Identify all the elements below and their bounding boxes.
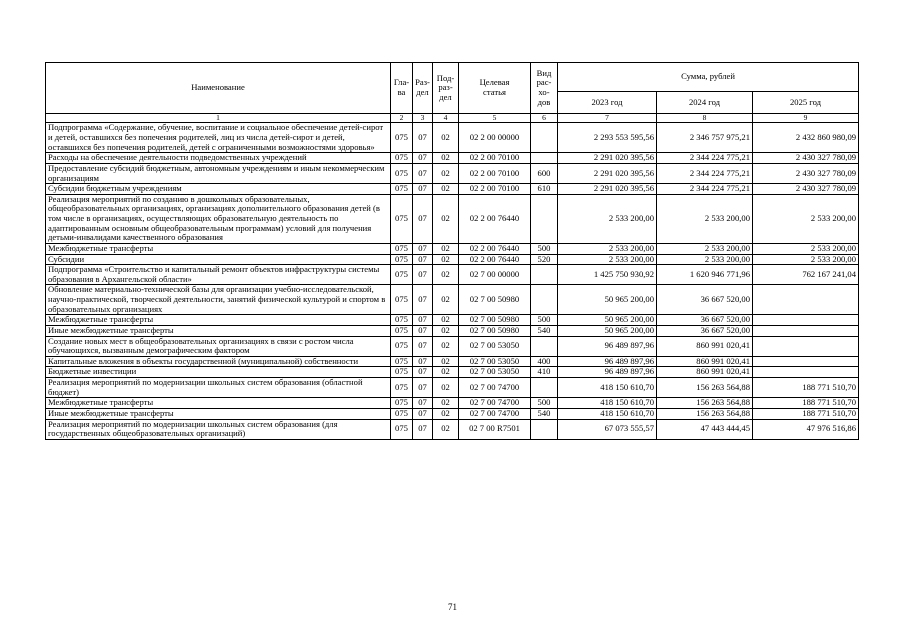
row-glava: 075	[391, 194, 413, 243]
header-year-2025: 2025 год	[753, 92, 859, 114]
row-sum-2023: 418 150 610,70	[558, 378, 657, 398]
row-sum-2024: 2 344 224 775,21	[657, 153, 753, 164]
row-glava: 075	[391, 408, 413, 419]
col-number: 5	[459, 114, 531, 123]
row-name: Предоставление субсидий бюджетным, автономным учреждениям и иным некоммерческим организациям	[46, 163, 391, 183]
row-sum-2023: 50 965 200,00	[558, 315, 657, 326]
row-sum-2023: 2 533 200,00	[558, 254, 657, 265]
row-name: Капитальные вложения в объекты государственной (муниципальной) собственности	[46, 356, 391, 367]
row-name: Подпрограмма «Содержание, обучение, воспитание и социальное обеспечение детей-сирот и детей, оставшихся без попечения родителей, лиц из числа детей-сирот и детей, оставшихся без попечения родителей, детей с ограниченными возможностями здоровья»	[46, 123, 391, 153]
table-body	[46, 123, 859, 439]
row-sum-2025: 2 533 200,00	[753, 194, 859, 243]
row-name: Расходы на обеспечение деятельности подведомственных учреждений	[46, 153, 391, 164]
row-target: 02 7 00 00000	[459, 265, 531, 285]
row-target: 02 7 00 53050	[459, 356, 531, 367]
row-razdel: 07	[413, 325, 433, 336]
row-sum-2025: 188 771 510,70	[753, 398, 859, 409]
row-sum-2023: 1 425 750 930,92	[558, 265, 657, 285]
row-vid: 520	[531, 254, 558, 265]
row-razdel: 07	[413, 315, 433, 326]
row-target: 02 7 00 74700	[459, 378, 531, 398]
row-podrazdel: 02	[433, 315, 459, 326]
row-sum-2025: 47 976 516,86	[753, 419, 859, 439]
row-sum-2025	[753, 336, 859, 356]
page-number: 71	[448, 602, 457, 612]
row-target: 02 7 00 50980	[459, 325, 531, 336]
row-podrazdel: 02	[433, 254, 459, 265]
col-number: 2	[391, 114, 413, 123]
row-target: 02 2 00 70100	[459, 153, 531, 164]
row-vid: 400	[531, 356, 558, 367]
row-podrazdel: 02	[433, 367, 459, 378]
row-target: 02 7 00 R7501	[459, 419, 531, 439]
row-sum-2023: 2 533 200,00	[558, 194, 657, 243]
header-razdel: Раз- дел	[413, 63, 433, 114]
row-razdel: 07	[413, 367, 433, 378]
row-vid: 600	[531, 163, 558, 183]
row-podrazdel: 02	[433, 356, 459, 367]
row-sum-2024: 156 263 564,88	[657, 398, 753, 409]
row-podrazdel: 02	[433, 325, 459, 336]
row-sum-2025	[753, 325, 859, 336]
row-vid	[531, 265, 558, 285]
col-number: 9	[753, 114, 859, 123]
row-vid: 500	[531, 243, 558, 254]
row-razdel: 07	[413, 356, 433, 367]
table-row	[46, 356, 859, 367]
row-vid: 540	[531, 408, 558, 419]
row-glava: 075	[391, 378, 413, 398]
row-sum-2024: 2 533 200,00	[657, 243, 753, 254]
row-glava: 075	[391, 398, 413, 409]
row-vid: 500	[531, 398, 558, 409]
col-number: 1	[46, 114, 391, 123]
row-razdel: 07	[413, 194, 433, 243]
row-sum-2024: 2 346 757 975,21	[657, 123, 753, 153]
header-podrazdel: Под- раз- дел	[433, 63, 459, 114]
row-name: Межбюджетные трансферты	[46, 315, 391, 326]
row-vid	[531, 285, 558, 315]
row-name: Создание новых мест в общеобразовательных организациях в связи с ростом числа обучающихся, вызванным демографическим фактором	[46, 336, 391, 356]
header-target: Целевая статья	[459, 63, 531, 114]
row-sum-2023: 2 291 020 395,56	[558, 153, 657, 164]
row-target: 02 7 00 53050	[459, 367, 531, 378]
row-vid: 610	[531, 184, 558, 195]
row-sum-2025: 2 533 200,00	[753, 254, 859, 265]
table-row	[46, 153, 859, 164]
row-glava: 075	[391, 254, 413, 265]
row-sum-2024: 36 667 520,00	[657, 285, 753, 315]
row-podrazdel: 02	[433, 336, 459, 356]
row-glava: 075	[391, 243, 413, 254]
row-sum-2023: 96 489 897,96	[558, 356, 657, 367]
row-sum-2023: 2 293 553 595,56	[558, 123, 657, 153]
row-razdel: 07	[413, 336, 433, 356]
row-sum-2024: 156 263 564,88	[657, 408, 753, 419]
row-podrazdel: 02	[433, 265, 459, 285]
row-razdel: 07	[413, 419, 433, 439]
row-sum-2025	[753, 367, 859, 378]
table-row	[46, 254, 859, 265]
header-sum: Сумма, рублей	[558, 63, 859, 92]
table-row	[46, 184, 859, 195]
row-podrazdel: 02	[433, 123, 459, 153]
row-vid	[531, 378, 558, 398]
row-glava: 075	[391, 265, 413, 285]
row-name: Бюджетные инвестиции	[46, 367, 391, 378]
row-vid	[531, 419, 558, 439]
row-podrazdel: 02	[433, 184, 459, 195]
row-target: 02 2 00 76440	[459, 243, 531, 254]
row-razdel: 07	[413, 398, 433, 409]
header-name: Наименование	[46, 63, 391, 114]
header-glava: Гла- ва	[391, 63, 413, 114]
row-glava: 075	[391, 336, 413, 356]
row-sum-2025: 2 430 327 780,09	[753, 153, 859, 164]
row-target: 02 7 00 74700	[459, 408, 531, 419]
row-sum-2024: 2 344 224 775,21	[657, 184, 753, 195]
row-name: Иные межбюджетные трансферты	[46, 325, 391, 336]
header-year-2024: 2024 год	[657, 92, 753, 114]
row-sum-2025: 762 167 241,04	[753, 265, 859, 285]
row-sum-2023: 96 489 897,96	[558, 336, 657, 356]
row-glava: 075	[391, 315, 413, 326]
table-row	[46, 408, 859, 419]
table-row	[46, 336, 859, 356]
table-row	[46, 194, 859, 243]
row-name: Межбюджетные трансферты	[46, 243, 391, 254]
row-name: Реализация мероприятий по модернизации школьных систем образования (областной бюджет)	[46, 378, 391, 398]
row-sum-2024: 860 991 020,41	[657, 356, 753, 367]
row-sum-2023: 2 291 020 395,56	[558, 163, 657, 183]
row-glava: 075	[391, 419, 413, 439]
row-podrazdel: 02	[433, 378, 459, 398]
row-target: 02 2 00 70100	[459, 184, 531, 195]
row-glava: 075	[391, 184, 413, 195]
row-glava: 075	[391, 356, 413, 367]
col-number: 4	[433, 114, 459, 123]
row-sum-2023: 418 150 610,70	[558, 398, 657, 409]
row-glava: 075	[391, 367, 413, 378]
row-vid: 540	[531, 325, 558, 336]
header-vid: Вид рас- хо- дов	[531, 63, 558, 114]
table-row	[46, 325, 859, 336]
row-name: Обновление материально-технической базы для организации учебно-исследовательской, научно-практической, творческой деятельности, занятий физической культурой и спортом в образовательных организациях	[46, 285, 391, 315]
row-razdel: 07	[413, 254, 433, 265]
row-podrazdel: 02	[433, 163, 459, 183]
col-number: 8	[657, 114, 753, 123]
row-sum-2023: 50 965 200,00	[558, 285, 657, 315]
row-target: 02 2 00 70100	[459, 163, 531, 183]
table-row	[46, 285, 859, 315]
row-sum-2025	[753, 315, 859, 326]
row-target: 02 2 00 76440	[459, 194, 531, 243]
row-target: 02 2 00 00000	[459, 123, 531, 153]
row-sum-2025: 2 430 327 780,09	[753, 163, 859, 183]
row-sum-2023: 96 489 897,96	[558, 367, 657, 378]
row-sum-2024: 156 263 564,88	[657, 378, 753, 398]
row-sum-2024: 2 533 200,00	[657, 194, 753, 243]
row-podrazdel: 02	[433, 408, 459, 419]
row-sum-2024: 36 667 520,00	[657, 315, 753, 326]
row-podrazdel: 02	[433, 285, 459, 315]
col-number: 7	[558, 114, 657, 123]
row-sum-2023: 2 291 020 395,56	[558, 184, 657, 195]
row-sum-2025: 188 771 510,70	[753, 378, 859, 398]
col-number: 6	[531, 114, 558, 123]
row-sum-2024: 36 667 520,00	[657, 325, 753, 336]
table-row	[46, 367, 859, 378]
row-name: Субсидии бюджетным учреждениям	[46, 184, 391, 195]
table-header	[46, 63, 859, 123]
row-sum-2023: 67 073 555,57	[558, 419, 657, 439]
row-vid	[531, 194, 558, 243]
row-sum-2023: 2 533 200,00	[558, 243, 657, 254]
row-razdel: 07	[413, 123, 433, 153]
row-name: Межбюджетные трансферты	[46, 398, 391, 409]
row-razdel: 07	[413, 378, 433, 398]
row-target: 02 7 00 50980	[459, 285, 531, 315]
row-name: Подпрограмма «Строительство и капитальный ремонт объектов инфраструктуры системы образования в Архангельской области»	[46, 265, 391, 285]
row-vid	[531, 153, 558, 164]
row-podrazdel: 02	[433, 398, 459, 409]
row-target: 02 2 00 76440	[459, 254, 531, 265]
row-sum-2025: 2 432 860 980,09	[753, 123, 859, 153]
row-podrazdel: 02	[433, 419, 459, 439]
row-sum-2024: 47 443 444,45	[657, 419, 753, 439]
table-row	[46, 398, 859, 409]
row-sum-2024: 1 620 946 771,96	[657, 265, 753, 285]
row-podrazdel: 02	[433, 194, 459, 243]
row-sum-2024: 860 991 020,41	[657, 336, 753, 356]
row-glava: 075	[391, 285, 413, 315]
row-target: 02 7 00 74700	[459, 398, 531, 409]
table-row	[46, 378, 859, 398]
table-row	[46, 163, 859, 183]
row-sum-2025: 188 771 510,70	[753, 408, 859, 419]
header-year-2023: 2023 год	[558, 92, 657, 114]
col-number: 3	[413, 114, 433, 123]
table-row	[46, 419, 859, 439]
column-number-row	[46, 114, 859, 123]
row-vid: 410	[531, 367, 558, 378]
row-razdel: 07	[413, 285, 433, 315]
row-target: 02 7 00 50980	[459, 315, 531, 326]
row-sum-2024: 2 344 224 775,21	[657, 163, 753, 183]
row-name: Реализация мероприятий по созданию в дошкольных образовательных, общеобразовательных организациях, организациях дополнительного образования детей (в том числе в организациях, осуществляющих образовательную деятельность по адаптированным основным общеобразовательным программам) условий для получения детьми-инвалидами качественного образования	[46, 194, 391, 243]
row-sum-2023: 50 965 200,00	[558, 325, 657, 336]
row-razdel: 07	[413, 243, 433, 254]
row-glava: 075	[391, 163, 413, 183]
row-vid	[531, 336, 558, 356]
row-sum-2025	[753, 356, 859, 367]
row-razdel: 07	[413, 153, 433, 164]
row-razdel: 07	[413, 184, 433, 195]
row-razdel: 07	[413, 408, 433, 419]
row-name: Иные межбюджетные трансферты	[46, 408, 391, 419]
row-podrazdel: 02	[433, 153, 459, 164]
row-target: 02 7 00 53050	[459, 336, 531, 356]
row-sum-2025: 2 430 327 780,09	[753, 184, 859, 195]
row-razdel: 07	[413, 163, 433, 183]
row-name: Субсидии	[46, 254, 391, 265]
row-glava: 075	[391, 325, 413, 336]
table-row	[46, 243, 859, 254]
budget-table	[45, 62, 859, 440]
table-row	[46, 123, 859, 153]
row-glava: 075	[391, 123, 413, 153]
row-sum-2025	[753, 285, 859, 315]
row-glava: 075	[391, 153, 413, 164]
row-sum-2025: 2 533 200,00	[753, 243, 859, 254]
table-row	[46, 315, 859, 326]
row-razdel: 07	[413, 265, 433, 285]
row-sum-2024: 2 533 200,00	[657, 254, 753, 265]
table-row	[46, 265, 859, 285]
row-vid	[531, 123, 558, 153]
row-vid: 500	[531, 315, 558, 326]
row-podrazdel: 02	[433, 243, 459, 254]
row-sum-2024: 860 991 020,41	[657, 367, 753, 378]
row-sum-2023: 418 150 610,70	[558, 408, 657, 419]
row-name: Реализация мероприятий по модернизации школьных систем образования (для государственных общеобразовательных организаций)	[46, 419, 391, 439]
